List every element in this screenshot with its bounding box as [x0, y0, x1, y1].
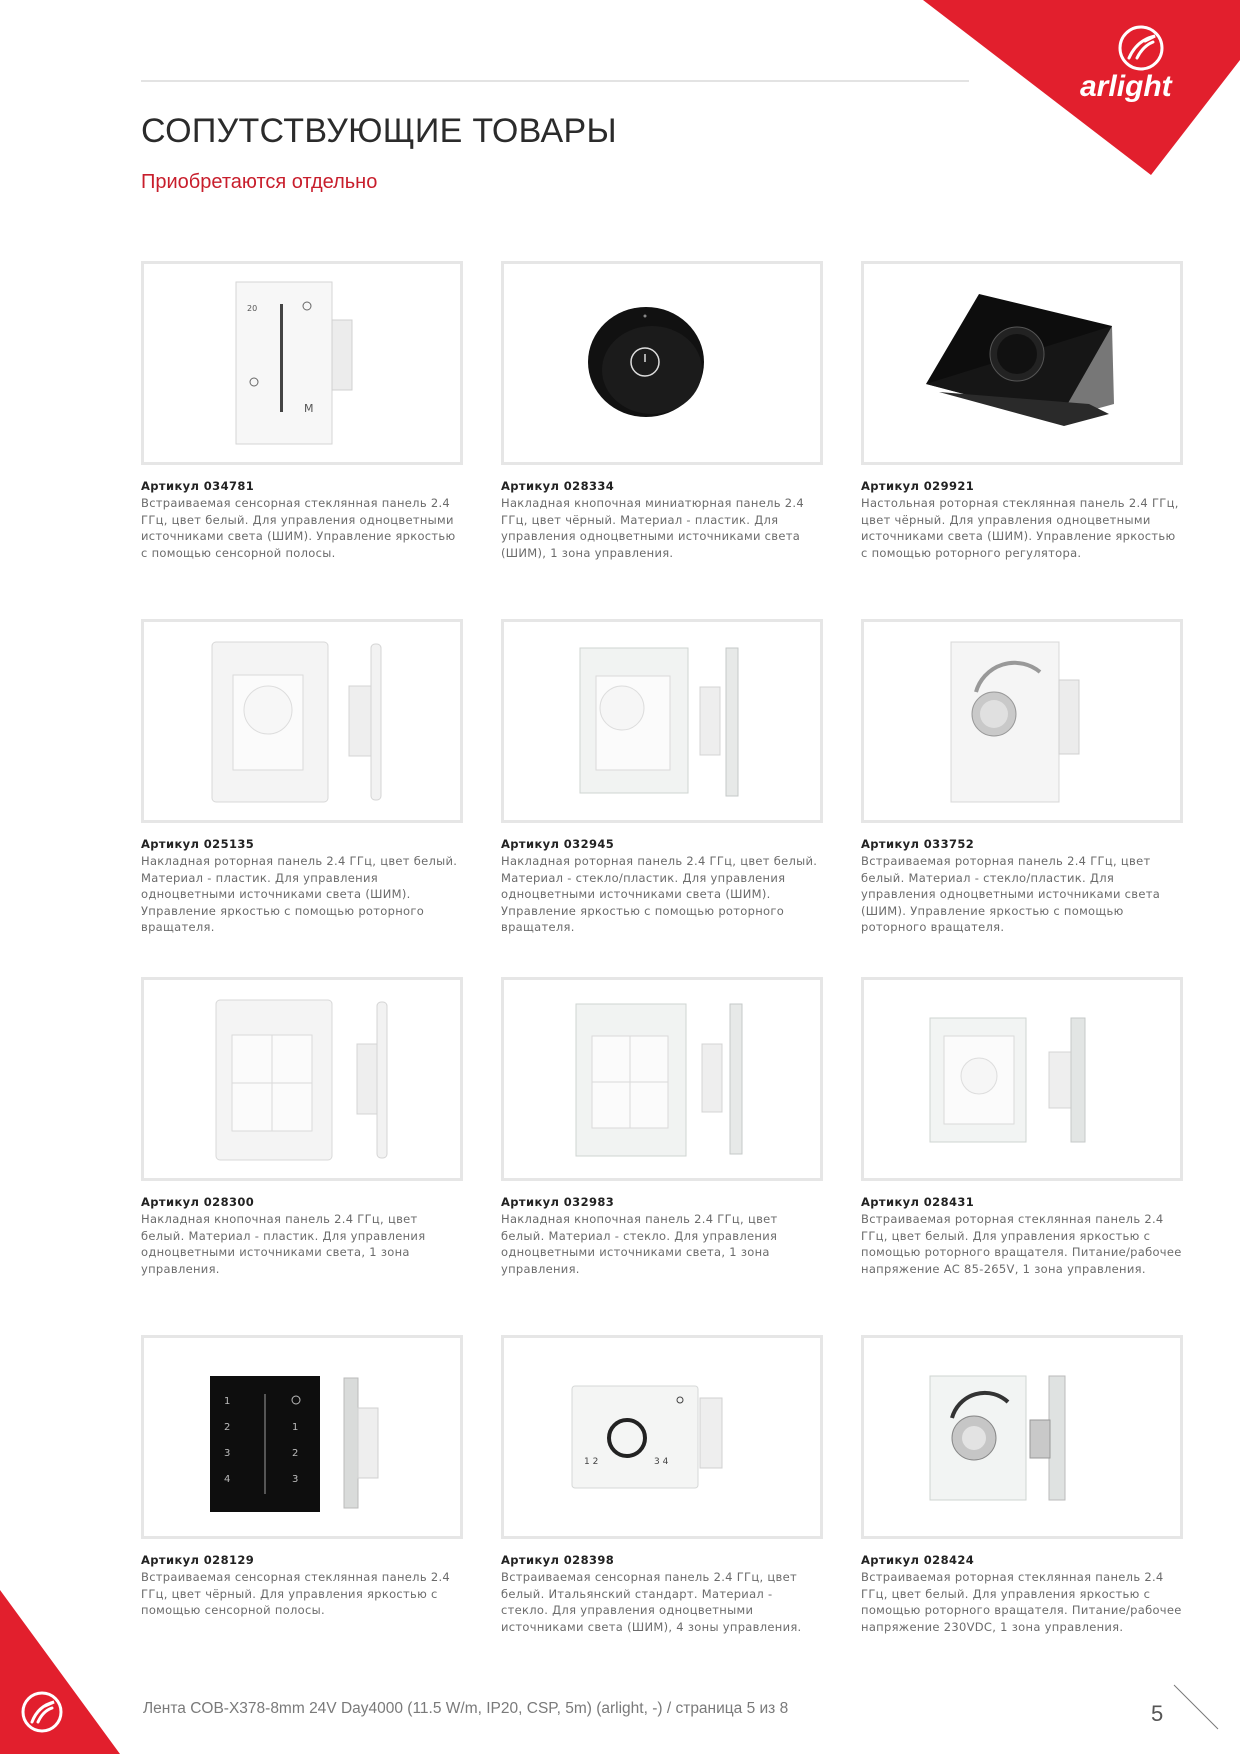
product-article: Артикул 034781: [141, 479, 255, 493]
product-card: [861, 1335, 1183, 1635]
page-title: СОПУТСТВУЮЩИЕ ТОВАРЫ: [141, 112, 617, 150]
svg-text:3: 3: [224, 1448, 231, 1459]
product-card: [501, 619, 823, 936]
header-rule: [141, 80, 969, 82]
product-description: Накладная кнопочная миниатюрная панель 2.4 ГГц, цвет чёрный. Материал - пластик. Для управления одноцветными источниками света (ШИМ), 1 зона управления.: [501, 496, 804, 560]
product-photo: [501, 619, 823, 823]
product-card: [141, 977, 463, 1277]
product-description: Встраиваемая сенсорная панель 2.4 ГГц, цвет белый. Итальянский стандарт. Материал - стекло. Для управления одноцветными источниками света (ШИМ), 4 зоны управления.: [501, 1570, 802, 1634]
product-article: Артикул 028424: [861, 1553, 975, 1567]
svg-text:20: 20: [247, 304, 258, 313]
product-photo: [501, 261, 823, 465]
product-card: [501, 1335, 823, 1635]
svg-text:3 4: 3 4: [654, 1457, 669, 1467]
svg-text:4: 4: [224, 1474, 231, 1485]
product-article: Артикул 028398: [501, 1553, 615, 1567]
product-photo: [141, 261, 463, 465]
product-photo: [861, 977, 1183, 1181]
svg-text:1: 1: [224, 1396, 231, 1407]
product-card: [861, 261, 1183, 561]
product-card: [501, 261, 823, 561]
product-photo: [141, 977, 463, 1181]
product-article: Артикул 028300: [141, 1195, 255, 1209]
product-article: Артикул 028129: [141, 1553, 255, 1567]
brand-logo-text: arlight: [1080, 70, 1172, 103]
product-article: Артикул 028334: [501, 479, 615, 493]
product-card: [141, 1335, 463, 1619]
product-photo: [861, 1335, 1183, 1539]
product-article: Артикул 025135: [141, 837, 255, 851]
product-card: [861, 619, 1183, 936]
product-description: Накладная роторная панель 2.4 ГГц, цвет белый. Материал - стекло/пластик. Для управления одноцветными источниками света (ШИМ). Управление яркостью с помощью роторного вращателя.: [501, 854, 818, 934]
footer-text: Лента COB-X378-8mm 24V Day4000 (11.5 W/m, IP20, CSP, 5m) (arlight, -) / страница 5 из 8: [143, 1700, 789, 1717]
product-description: Встраиваемая роторная стеклянная панель 2.4 ГГц, цвет белый. Для управления яркостью с помощью роторного вращателя. Питание/рабочее напряжение 230VDC, 1 зона управления.: [861, 1570, 1182, 1634]
page-subtitle: Приобретаются отдельно: [141, 171, 378, 193]
product-article: Артикул 029921: [861, 479, 975, 493]
svg-text:1: 1: [292, 1422, 299, 1433]
product-photo: [861, 619, 1183, 823]
brand-corner: [923, 0, 1240, 175]
svg-text:2: 2: [292, 1448, 299, 1459]
product-card: [501, 977, 823, 1277]
svg-text:3: 3: [292, 1474, 299, 1485]
product-photo: [501, 977, 823, 1181]
brand-corner-bottom: [0, 1590, 120, 1754]
product-description: Накладная кнопочная панель 2.4 ГГц, цвет белый. Материал - пластик. Для управления одноцветными источниками света, 1 зона управления.: [141, 1212, 426, 1276]
product-description: Накладная роторная панель 2.4 ГГц, цвет белый. Материал - пластик. Для управления одноцветными источниками света (ШИМ). Управление яркостью с помощью роторного вращателя.: [141, 854, 458, 934]
product-description: Встраиваемая сенсорная стеклянная панель 2.4 ГГц, цвет чёрный. Для управления яркостью с помощью сенсорной полосы.: [141, 1570, 451, 1617]
product-article: Артикул 032945: [501, 837, 615, 851]
product-description: Встраиваемая роторная стеклянная панель 2.4 ГГц, цвет белый. Для управления яркостью с помощью роторного вращателя. Питание/рабочее напряжение AC 85-265V, 1 зона управления.: [861, 1212, 1182, 1276]
product-photo: [501, 1335, 823, 1539]
product-article: Артикул 033752: [861, 837, 975, 851]
product-article: Артикул 028431: [861, 1195, 975, 1209]
page-corner-decoration: [1172, 1683, 1222, 1733]
svg-text:M: M: [304, 402, 314, 415]
svg-text:1 2: 1 2: [584, 1457, 599, 1467]
product-description: Встраиваемая сенсорная стеклянная панель 2.4 ГГц, цвет белый. Для управления одноцветными источниками света (ШИМ). Управление яркостью с помощью сенсорной полосы.: [141, 496, 456, 560]
product-card: [861, 977, 1183, 1277]
product-photo: [141, 1335, 463, 1539]
page-number: 5: [1151, 1701, 1164, 1726]
product-description: Встраиваемая роторная панель 2.4 ГГц, цвет белый. Материал - стекло/пластик. Для управления одноцветными источниками света (ШИМ). Управление яркостью с помощью роторного вращателя.: [861, 854, 1161, 934]
svg-text:2: 2: [224, 1422, 231, 1433]
product-description: Накладная кнопочная панель 2.4 ГГц, цвет белый. Материал - стекло. Для управления одноцветными источниками света, 1 зона управления.: [501, 1212, 778, 1276]
product-photo: [141, 619, 463, 823]
product-article: Артикул 032983: [501, 1195, 615, 1209]
product-card: [141, 619, 463, 936]
product-card: [141, 261, 463, 561]
product-photo: [861, 261, 1183, 465]
product-description: Настольная роторная стеклянная панель 2.4 ГГц, цвет чёрный. Для управления одноцветными источниками света (ШИМ). Управление яркостью с помощью роторного регулятора.: [861, 496, 1179, 560]
